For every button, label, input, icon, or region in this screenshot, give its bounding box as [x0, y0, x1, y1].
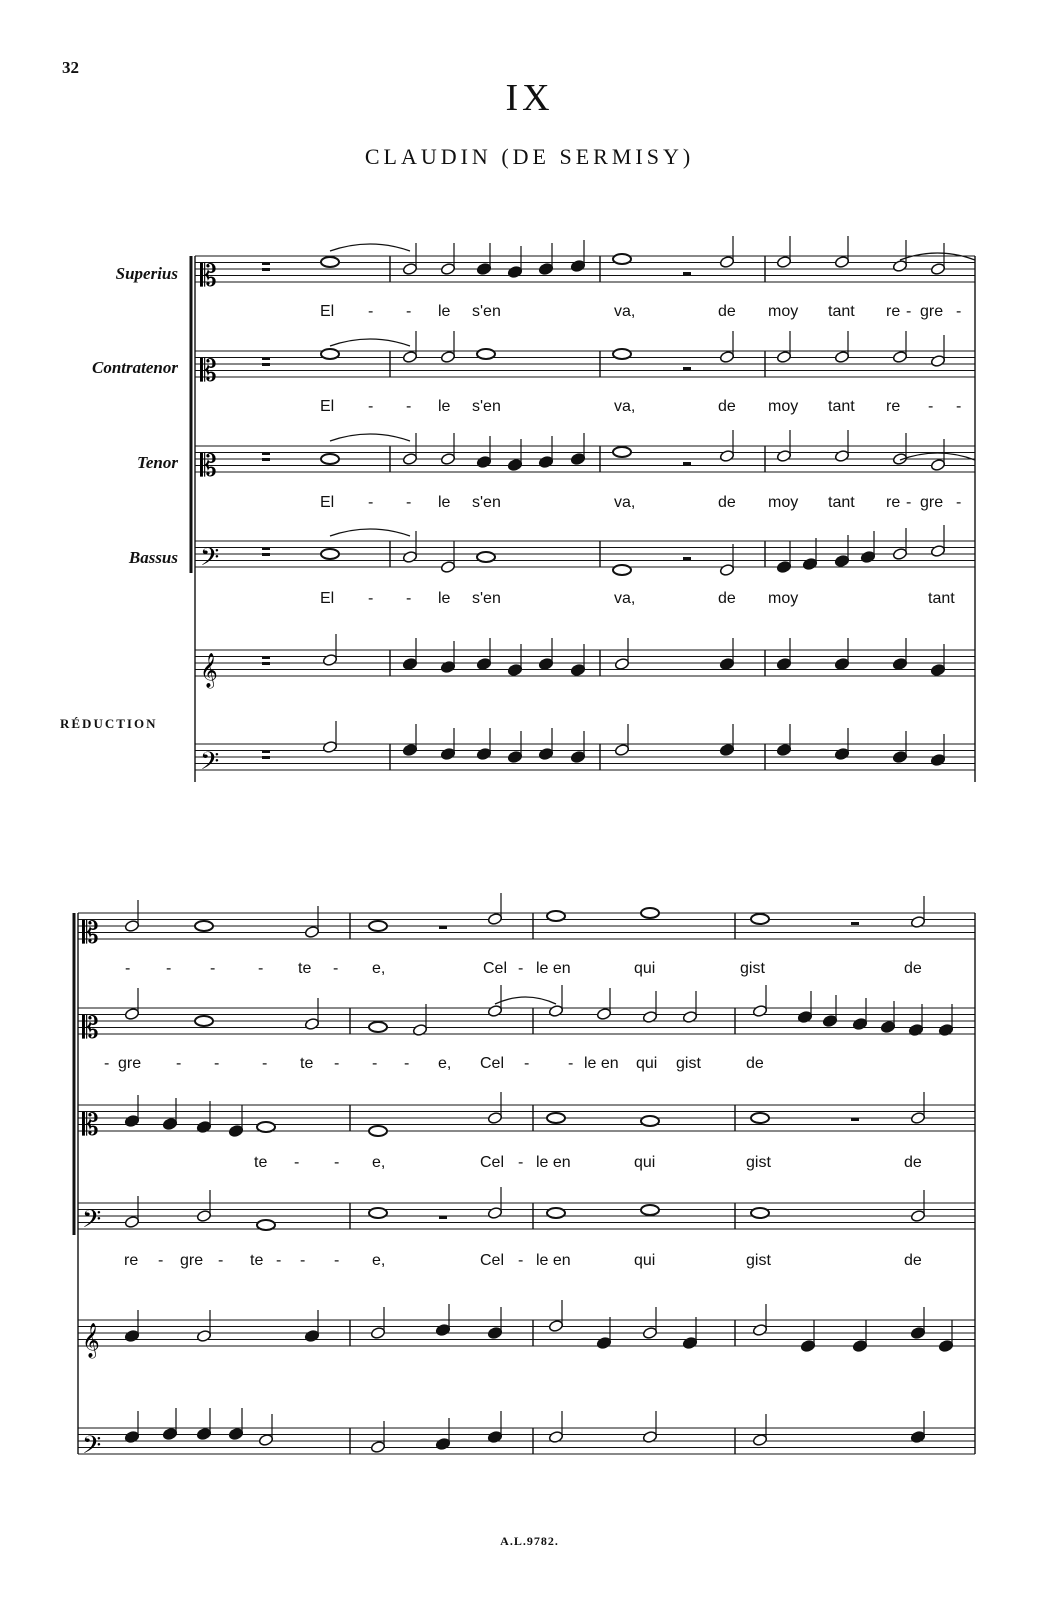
alto-clef: 𝄡 — [82, 1011, 99, 1046]
rest — [683, 272, 691, 275]
lyric-syllable: - — [518, 960, 524, 977]
quarter-note — [892, 657, 907, 670]
lyric-syllable: - — [956, 398, 962, 415]
lyric-syllable: - — [404, 1055, 410, 1072]
quarter-note — [487, 1430, 502, 1443]
lyric-syllable: - — [166, 960, 172, 977]
alto-clef: 𝄡 — [82, 916, 99, 951]
rest — [262, 662, 270, 665]
whole-note — [369, 921, 387, 931]
tie — [330, 244, 410, 251]
half-note — [642, 1326, 657, 1339]
quarter-note — [570, 750, 585, 763]
half-note — [370, 1440, 385, 1453]
quarter-note — [507, 265, 522, 278]
half-note — [892, 452, 907, 465]
half-note — [440, 262, 455, 275]
quarter-note — [476, 747, 491, 760]
half-note — [614, 743, 629, 756]
bass-clef: 𝄢 — [82, 1205, 102, 1240]
lyric-syllable: de — [718, 590, 736, 607]
quarter-note — [440, 747, 455, 760]
piece-number: IX — [505, 77, 554, 119]
lyric-syllable: - — [518, 1154, 524, 1171]
quarter-note — [682, 1336, 697, 1349]
quarter-note — [892, 750, 907, 763]
half-note — [834, 449, 849, 462]
tie — [330, 434, 410, 441]
lyric-syllable: le — [438, 494, 451, 511]
lyric-syllable: tant — [828, 398, 855, 415]
quarter-note — [834, 657, 849, 670]
lyric-syllable: El — [320, 590, 335, 607]
quarter-note — [834, 554, 849, 567]
lyric-syllable: - — [334, 1154, 340, 1171]
lyric-syllable: - — [258, 960, 264, 977]
half-note — [440, 560, 455, 573]
lyric-syllable: le — [438, 590, 451, 607]
quarter-note — [538, 657, 553, 670]
lyric-syllable: re — [886, 303, 901, 320]
lyric-syllable: - — [524, 1055, 530, 1072]
quarter-note — [402, 657, 417, 670]
quarter-note — [440, 660, 455, 673]
rest — [683, 367, 691, 370]
whole-note — [613, 254, 631, 264]
lyric-syllable: - — [906, 494, 912, 511]
lyric-syllable: e, — [372, 1154, 386, 1171]
whole-note — [613, 447, 631, 457]
half-note — [910, 915, 925, 928]
whole-note — [257, 1220, 275, 1230]
lyric-syllable: s'en — [472, 590, 501, 607]
rest — [262, 262, 270, 265]
lyric-syllable: le — [438, 398, 451, 415]
quarter-note — [938, 1023, 953, 1036]
half-note — [487, 1206, 502, 1219]
lyric-syllable: de — [718, 303, 736, 320]
quarter-note — [162, 1117, 177, 1130]
quarter-note — [124, 1430, 139, 1443]
lyric-syllable: e, — [372, 960, 386, 977]
quarter-note — [776, 743, 791, 756]
voice-label-contratenor: Contratenor — [92, 358, 178, 377]
whole-note — [195, 921, 213, 931]
lyric-syllable: de — [904, 1252, 922, 1269]
quarter-note — [802, 557, 817, 570]
rest — [262, 547, 270, 550]
half-note — [719, 563, 734, 576]
rest — [851, 922, 859, 925]
tie — [495, 997, 556, 1004]
half-note — [412, 1023, 427, 1036]
half-note — [487, 1004, 502, 1017]
rest — [851, 1118, 859, 1121]
half-note — [370, 1326, 385, 1339]
quarter-note — [402, 743, 417, 756]
quarter-note — [596, 1336, 611, 1349]
half-note — [124, 919, 139, 932]
half-note — [487, 1111, 502, 1124]
rest — [262, 458, 270, 461]
lyric-syllable: Cel — [480, 1055, 505, 1072]
tie — [330, 339, 410, 346]
lyric-syllable: - — [368, 303, 374, 320]
lyric-syllable: - — [158, 1252, 164, 1269]
lyric-syllable: Cel — [480, 1154, 505, 1171]
half-note — [892, 350, 907, 363]
quarter-note — [719, 743, 734, 756]
lyric-syllable: te — [250, 1252, 264, 1269]
quarter-note — [476, 657, 491, 670]
whole-note — [477, 349, 495, 359]
quarter-note — [228, 1427, 243, 1440]
half-note — [930, 262, 945, 275]
quarter-note — [570, 663, 585, 676]
quarter-note — [507, 663, 522, 676]
quarter-note — [800, 1339, 815, 1352]
lyric-syllable: gre — [920, 494, 944, 511]
half-note — [930, 458, 945, 471]
quarter-note — [797, 1010, 812, 1023]
quarter-note — [538, 262, 553, 275]
quarter-note — [507, 458, 522, 471]
lyric-syllable: - — [334, 1055, 340, 1072]
lyric-syllable: - — [368, 398, 374, 415]
quarter-note — [538, 747, 553, 760]
lyric-syllable: va, — [614, 590, 636, 607]
half-note — [642, 1430, 657, 1443]
lyric-syllable: re — [124, 1252, 139, 1269]
quarter-note — [538, 455, 553, 468]
lyric-syllable: va, — [614, 303, 636, 320]
half-note — [304, 1017, 319, 1030]
bass-clef: 𝄢 — [200, 543, 220, 578]
lyric-syllable: moy — [768, 494, 799, 511]
quarter-note — [834, 747, 849, 760]
lyric-syllable: Cel — [483, 960, 508, 977]
half-note — [834, 255, 849, 268]
rest — [683, 462, 691, 465]
half-note — [719, 350, 734, 363]
bass-clef: 𝄢 — [200, 747, 220, 782]
lyric-syllable: le en — [536, 960, 571, 977]
quarter-note — [908, 1023, 923, 1036]
whole-note — [641, 908, 659, 918]
lyric-syllable: El — [320, 303, 335, 320]
whole-note — [321, 257, 339, 267]
half-note — [258, 1433, 273, 1446]
half-note — [776, 350, 791, 363]
half-note — [548, 1430, 563, 1443]
quarter-note — [930, 663, 945, 676]
lyric-syllable: gre — [118, 1055, 142, 1072]
whole-note — [321, 549, 339, 559]
lyric-syllable: - — [406, 303, 412, 320]
rest — [262, 756, 270, 759]
quarter-note — [124, 1329, 139, 1342]
whole-note — [369, 1208, 387, 1218]
page-number: 32 — [62, 58, 79, 77]
quarter-note — [162, 1427, 177, 1440]
rest — [683, 557, 691, 560]
lyric-syllable: - — [368, 590, 374, 607]
lyric-syllable: - — [406, 590, 412, 607]
lyric-syllable: - — [334, 1252, 340, 1269]
tie — [330, 529, 410, 536]
half-note — [642, 1010, 657, 1023]
quarter-note — [776, 657, 791, 670]
rest — [262, 452, 270, 455]
lyric-syllable: va, — [614, 398, 636, 415]
quarter-note — [910, 1326, 925, 1339]
whole-note — [751, 1113, 769, 1123]
lyric-syllable: s'en — [472, 398, 501, 415]
quarter-note — [476, 262, 491, 275]
quarter-note — [507, 750, 522, 763]
whole-note — [547, 1208, 565, 1218]
quarter-note — [124, 1114, 139, 1127]
rest — [262, 357, 270, 360]
whole-note — [641, 1205, 659, 1215]
voice-label-bassus: Bassus — [128, 548, 178, 567]
quarter-note — [435, 1437, 450, 1450]
lyric-syllable: tant — [928, 590, 955, 607]
lyric-syllable: - — [210, 960, 216, 977]
lyric-syllable: te — [298, 960, 312, 977]
lyric-syllable: de — [746, 1055, 764, 1072]
quarter-note — [930, 753, 945, 766]
alto-clef: 𝄡 — [200, 259, 217, 294]
half-note — [910, 1111, 925, 1124]
lyric-syllable: - — [406, 398, 412, 415]
lyric-syllable: e, — [372, 1252, 386, 1269]
lyric-syllable: El — [320, 494, 335, 511]
lyric-syllable: gre — [920, 303, 944, 320]
lyric-syllable: - — [368, 494, 374, 511]
half-note — [614, 657, 629, 670]
half-note — [322, 740, 337, 753]
lyric-syllable: moy — [768, 398, 799, 415]
half-note — [930, 354, 945, 367]
quarter-note — [719, 657, 734, 670]
lyric-syllable: - — [104, 1055, 110, 1072]
half-note — [719, 255, 734, 268]
lyric-syllable: - — [568, 1055, 574, 1072]
quarter-note — [910, 1430, 925, 1443]
whole-note — [257, 1122, 275, 1132]
quarter-note — [196, 1120, 211, 1133]
lyric-syllable: le — [438, 303, 451, 320]
lyric-syllable: gre — [180, 1252, 204, 1269]
lyric-syllable: e, — [438, 1055, 452, 1072]
treble-clef: 𝄞 — [82, 1323, 100, 1358]
half-note — [124, 1215, 139, 1228]
quarter-note — [487, 1326, 502, 1339]
lyric-syllable: - — [214, 1055, 220, 1072]
half-note — [910, 1209, 925, 1222]
lyric-syllable: gist — [676, 1055, 701, 1072]
rest — [262, 363, 270, 366]
lyric-syllable: - — [406, 494, 412, 511]
half-note — [196, 1209, 211, 1222]
lyric-syllable: re — [886, 494, 901, 511]
half-note — [752, 1004, 767, 1017]
composer-heading: CLAUDIN (DE SERMISY) — [364, 144, 695, 169]
half-note — [682, 1010, 697, 1023]
lyric-syllable: - — [176, 1055, 182, 1072]
whole-note — [613, 349, 631, 359]
lyric-syllable: qui — [636, 1055, 658, 1072]
half-note — [719, 449, 734, 462]
half-note — [776, 449, 791, 462]
lyric-syllable: - — [294, 1154, 300, 1171]
voice-label-tenor: Tenor — [137, 453, 178, 472]
lyric-syllable: - — [276, 1252, 282, 1269]
quarter-note — [880, 1020, 895, 1033]
lyric-syllable: de — [904, 960, 922, 977]
half-note — [402, 350, 417, 363]
lyric-syllable: le en — [536, 1252, 571, 1269]
quarter-note — [822, 1014, 837, 1027]
half-note — [548, 1004, 563, 1017]
lyric-syllable: tant — [828, 303, 855, 320]
lyric-syllable: de — [904, 1154, 922, 1171]
whole-note — [195, 1016, 213, 1026]
lyric-syllable: tant — [828, 494, 855, 511]
half-note — [402, 550, 417, 563]
half-note — [304, 925, 319, 938]
quarter-note — [938, 1339, 953, 1352]
lyric-syllable: s'en — [472, 303, 501, 320]
lyric-syllable: moy — [768, 590, 799, 607]
whole-note — [751, 1208, 769, 1218]
lyric-syllable: te — [300, 1055, 314, 1072]
quarter-note — [196, 1427, 211, 1440]
lyric-syllable: qui — [634, 1154, 656, 1171]
lyric-syllable: moy — [768, 303, 799, 320]
rest — [262, 750, 270, 753]
half-note — [402, 262, 417, 275]
quarter-note — [570, 259, 585, 272]
lyric-syllable: - — [372, 1055, 378, 1072]
half-note — [440, 350, 455, 363]
half-note — [440, 452, 455, 465]
lyric-syllable: te — [254, 1154, 268, 1171]
lyric-syllable: gist — [746, 1154, 771, 1171]
lyric-syllable: gist — [746, 1252, 771, 1269]
alto-clef: 𝄡 — [200, 354, 217, 389]
lyric-syllable: - — [262, 1055, 268, 1072]
bass-clef: 𝄢 — [82, 1431, 102, 1466]
lyric-syllable: re — [886, 398, 901, 415]
whole-note — [641, 1116, 659, 1126]
lyric-syllable: de — [718, 398, 736, 415]
whole-note — [369, 1126, 387, 1136]
half-note — [776, 255, 791, 268]
lyric-syllable: de — [718, 494, 736, 511]
half-note — [322, 653, 337, 666]
half-note — [487, 912, 502, 925]
half-note — [930, 544, 945, 557]
rest — [439, 926, 447, 929]
lyric-syllable: gist — [740, 960, 765, 977]
alto-clef: 𝄡 — [200, 449, 217, 484]
whole-note — [321, 349, 339, 359]
rest — [262, 656, 270, 659]
lyric-syllable: El — [320, 398, 335, 415]
whole-note — [477, 552, 495, 562]
lyric-syllable: - — [518, 1252, 524, 1269]
quarter-note — [304, 1329, 319, 1342]
treble-clef: 𝄞 — [200, 653, 218, 688]
whole-note — [547, 911, 565, 921]
lyric-syllable: - — [928, 398, 934, 415]
lyric-syllable: - — [333, 960, 339, 977]
half-note — [196, 1329, 211, 1342]
quarter-note — [228, 1124, 243, 1137]
half-note — [402, 452, 417, 465]
quarter-note — [476, 455, 491, 468]
lyric-syllable: Cel — [480, 1252, 505, 1269]
whole-note — [547, 1113, 565, 1123]
quarter-note — [852, 1017, 867, 1030]
quarter-note — [435, 1323, 450, 1336]
quarter-note — [860, 550, 875, 563]
rest — [439, 1216, 447, 1219]
reduction-label: RÉDUCTION — [60, 716, 158, 731]
voice-label-superius: Superius — [115, 264, 178, 283]
half-note — [548, 1319, 563, 1332]
lyric-syllable: le en — [536, 1154, 571, 1171]
half-note — [596, 1007, 611, 1020]
lyric-syllable: - — [125, 960, 131, 977]
quarter-note — [570, 452, 585, 465]
lyric-syllable: le en — [584, 1055, 619, 1072]
quarter-note — [852, 1339, 867, 1352]
half-note — [834, 350, 849, 363]
lyric-syllable: va, — [614, 494, 636, 511]
half-note — [892, 547, 907, 560]
lyric-syllable: - — [300, 1252, 306, 1269]
lyric-syllable: qui — [634, 1252, 656, 1269]
rest — [262, 553, 270, 556]
half-note — [752, 1433, 767, 1446]
half-note — [752, 1323, 767, 1336]
alto-clef: 𝄡 — [82, 1108, 99, 1143]
lyric-syllable: - — [956, 303, 962, 320]
quarter-note — [776, 560, 791, 573]
footer-plate-number: A.L.9782. — [500, 1534, 559, 1548]
half-note — [892, 259, 907, 272]
lyric-syllable: s'en — [472, 494, 501, 511]
half-note — [124, 1007, 139, 1020]
lyric-syllable: - — [956, 494, 962, 511]
lyric-syllable: - — [218, 1252, 224, 1269]
whole-note — [613, 565, 631, 575]
lyric-syllable: - — [906, 303, 912, 320]
whole-note — [321, 454, 339, 464]
lyric-syllable: qui — [634, 960, 656, 977]
whole-note — [369, 1022, 387, 1032]
rest — [262, 268, 270, 271]
whole-note — [751, 914, 769, 924]
